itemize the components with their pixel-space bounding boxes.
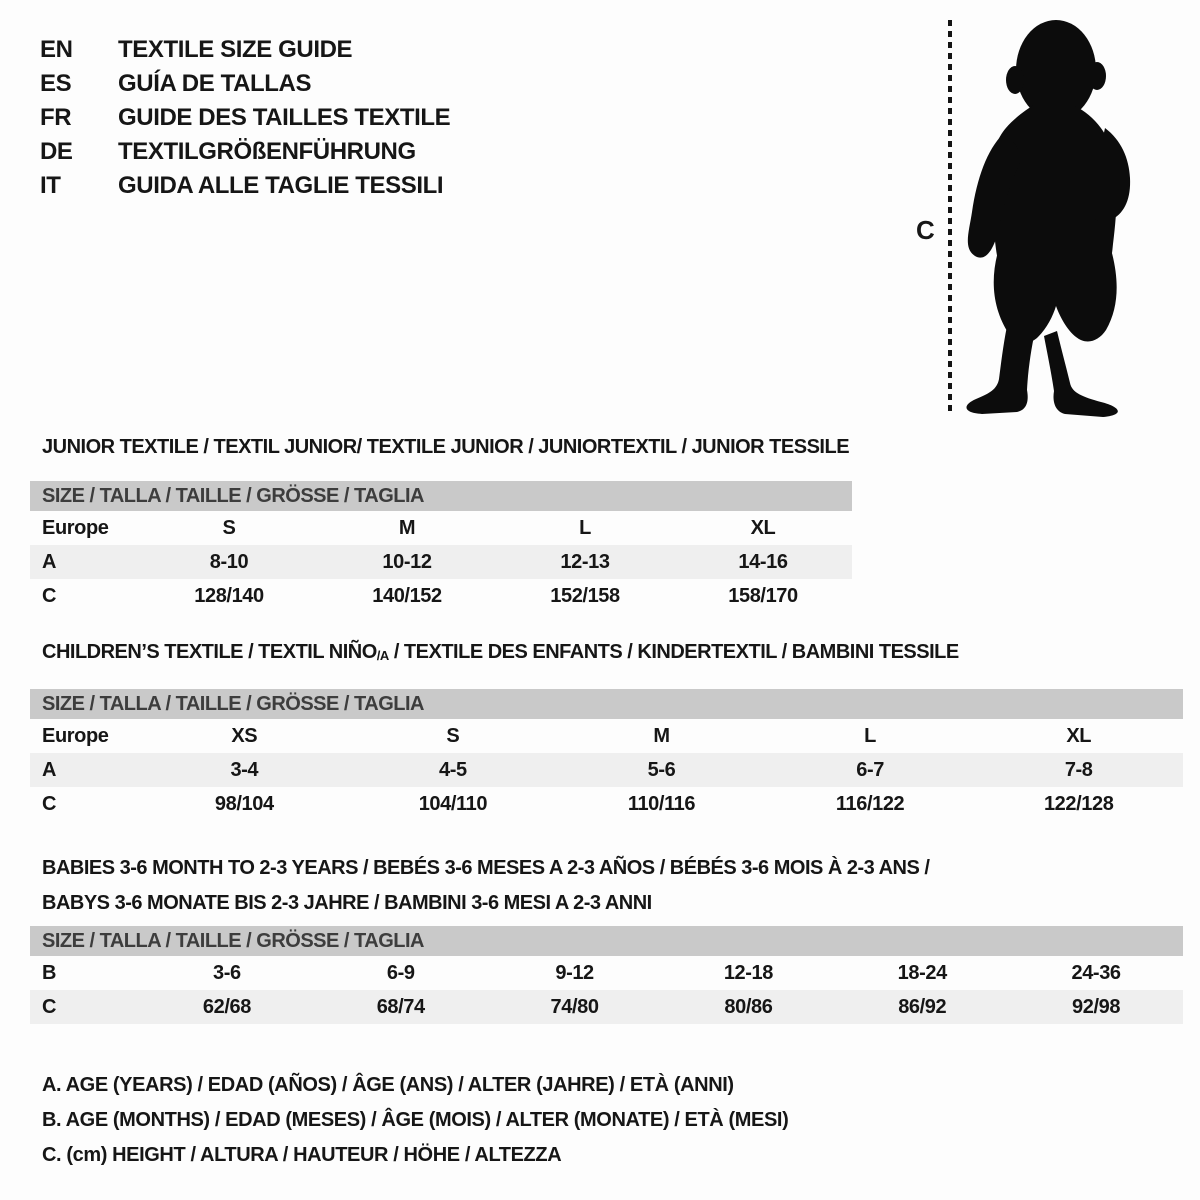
table-cell: 80/86	[724, 995, 773, 1018]
size-header-bar: SIZE / TALLA / TAILLE / GRÖSSE / TAGLIA	[30, 481, 852, 511]
language-row	[40, 101, 450, 135]
table-cell: M	[653, 724, 670, 747]
language-list	[40, 33, 450, 203]
row-label: Europe	[42, 516, 109, 539]
language-title: GUÍA DE TALLAS	[118, 70, 312, 97]
table-cell: 68/74	[376, 995, 425, 1018]
language-code: ES	[40, 70, 72, 97]
babies-title-line2: BABYS 3-6 MONATE BIS 2-3 JAHRE / BAMBINI 3-6 MESI A 2-3 ANNI	[42, 892, 652, 914]
language-title: TEXTILE SIZE GUIDE	[118, 36, 353, 63]
table-cell: 116/122	[835, 792, 905, 815]
language-code: IT	[40, 172, 61, 199]
table-cell: M	[398, 516, 416, 539]
table-cell: S	[446, 724, 460, 747]
row-label: A	[42, 550, 57, 573]
language-title: TEXTILGRÖßENFÜHRUNG	[118, 138, 416, 165]
table-cell: 152/158	[550, 584, 620, 607]
table-row	[30, 787, 1183, 821]
table-cell: 122/128	[1043, 792, 1114, 815]
babies-title-line1: BABIES 3-6 MONTH TO 2-3 YEARS / BEBÉS 3-6 MESES A 2-3 AÑOS / BÉBÉS 3-6 MOIS À 2-3 ANS /	[42, 857, 930, 879]
table-cell: 10-12	[382, 550, 432, 573]
row-label: Europe	[42, 724, 109, 747]
table-cell: L	[579, 516, 591, 539]
table-cell: 6-7	[856, 758, 884, 781]
table-cell: L	[864, 724, 876, 747]
figure-measure-label: C	[916, 215, 935, 245]
language-row	[40, 33, 450, 67]
table-row	[30, 753, 1183, 787]
table-cell: 4-5	[439, 758, 467, 781]
table-cell: 3-4	[230, 758, 259, 781]
height-dashed-line	[948, 20, 952, 416]
table-cell: 104/110	[418, 792, 488, 815]
row-label: C	[42, 995, 57, 1018]
table-cell: 98/104	[214, 792, 274, 815]
table-cell: 3-6	[213, 961, 241, 984]
table-cell: 5-6	[647, 758, 676, 781]
table-cell: XL	[1066, 724, 1092, 747]
legend-line-a: A. AGE (YEARS) / EDAD (AÑOS) / ÂGE (ANS) / ALTER (JAHRE) / ETÀ (ANNI)	[42, 1074, 734, 1096]
table-cell: 12-18	[723, 961, 773, 984]
table-cell: 86/92	[898, 995, 947, 1018]
table-cell: 8-10	[209, 550, 249, 573]
table-cell: 74/80	[550, 995, 599, 1018]
table-cell: 18-24	[897, 961, 947, 984]
table-cell: 92/98	[1072, 995, 1121, 1018]
measurement-legend	[42, 1068, 788, 1173]
table-cell: 110/116	[627, 792, 696, 815]
language-code: DE	[40, 138, 73, 165]
table-row	[30, 956, 1183, 990]
table-row	[30, 511, 852, 545]
table-row	[30, 719, 1183, 753]
language-row	[40, 169, 450, 203]
table-cell: 7-8	[1064, 758, 1093, 781]
language-title: GUIDA ALLE TAGLIE TESSILI	[118, 172, 444, 199]
children-title-pre: CHILDREN’S TEXTILE / TEXTIL NIÑO	[42, 641, 377, 663]
junior-size-table	[30, 481, 852, 613]
children-size-table	[30, 689, 1183, 821]
row-label: C	[42, 584, 57, 607]
row-label: A	[42, 758, 57, 781]
language-row	[40, 67, 450, 101]
table-row	[30, 545, 852, 579]
children-title-subscript: /A	[376, 648, 389, 663]
language-code: EN	[40, 36, 73, 63]
table-cell: 128/140	[194, 584, 264, 607]
table-cell: 140/152	[372, 584, 442, 607]
junior-section-title: JUNIOR TEXTILE / TEXTIL JUNIOR/ TEXTILE JUNIOR / JUNIORTEXTIL / JUNIOR TESSILE	[42, 436, 850, 458]
table-cell: 9-12	[555, 961, 594, 984]
table-cell: 12-13	[560, 550, 610, 573]
children-section-title	[42, 641, 959, 664]
table-cell: 6-9	[386, 961, 415, 984]
language-title: GUIDE DES TAILLES TEXTILE	[118, 104, 451, 131]
size-header-bar: SIZE / TALLA / TAILLE / GRÖSSE / TAGLIA	[30, 689, 1183, 719]
table-cell: 62/68	[202, 995, 251, 1018]
size-header-bar: SIZE / TALLA / TAILLE / GRÖSSE / TAGLIA	[30, 926, 1183, 956]
row-label: C	[42, 792, 57, 815]
babies-section-title	[42, 851, 929, 921]
table-cell: XS	[231, 724, 258, 747]
row-label: B	[42, 961, 57, 984]
table-cell: 158/170	[728, 584, 798, 607]
babies-size-table	[30, 926, 1183, 1024]
table-cell: 24-36	[1071, 961, 1121, 984]
children-title-post: / TEXTILE DES ENFANTS / KINDERTEXTIL / BAMBINI TESSILE	[388, 641, 959, 663]
table-cell: S	[222, 516, 236, 539]
legend-line-c: C. (cm) HEIGHT / ALTURA / HAUTEUR / HÖHE / ALTEZZA	[42, 1144, 562, 1166]
table-cell: 14-16	[738, 550, 788, 573]
table-cell: XL	[750, 516, 776, 539]
toddler-silhouette	[957, 16, 1152, 420]
language-code: FR	[40, 104, 72, 131]
legend-line-b: B. AGE (MONTHS) / EDAD (MESES) / ÂGE (MOIS) / ALTER (MONATE) / ETÀ (MESI)	[42, 1109, 789, 1131]
table-row	[30, 579, 852, 613]
language-row	[40, 135, 450, 169]
table-row	[30, 990, 1183, 1024]
